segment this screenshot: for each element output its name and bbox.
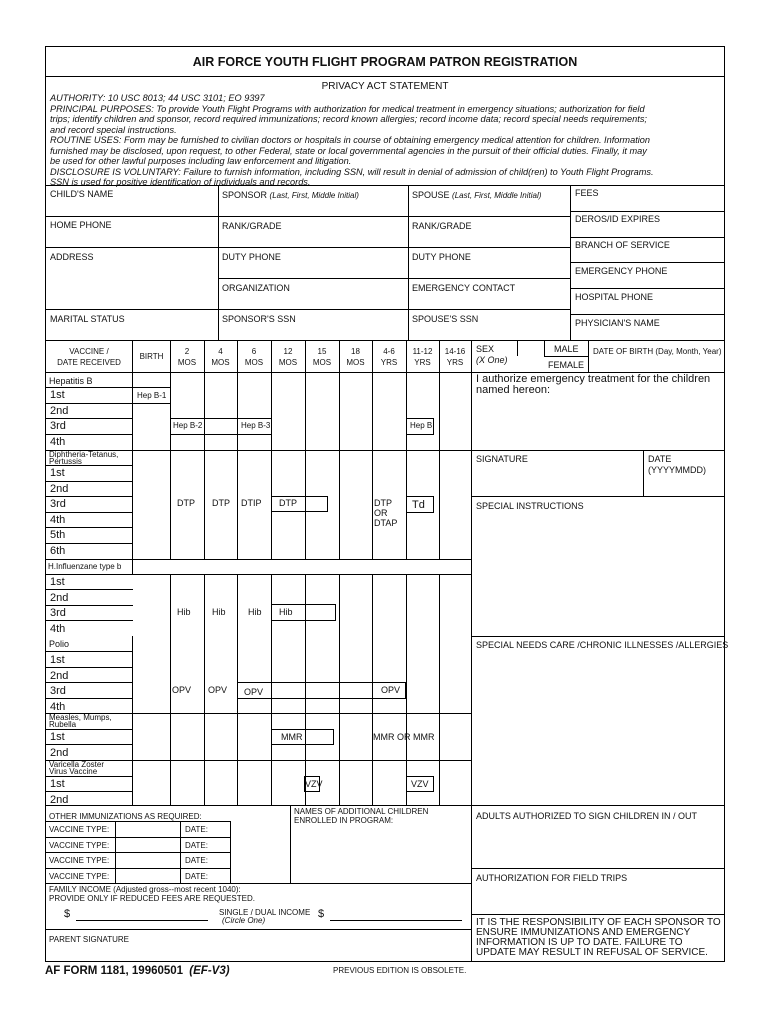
mmr-12mo[interactable]: MMR [281, 732, 303, 742]
enrolled-label: ENROLLED IN PROGRAM: [294, 816, 394, 825]
dtp-title: Diphtheria-Tetanus, Pertussis [49, 450, 119, 466]
spouse-rank-field[interactable]: RANK/GRADE [412, 221, 472, 231]
dob-field[interactable]: DATE OF BIRTH (Day, Month, Year) [593, 347, 722, 356]
hepb-dose-1st[interactable]: 1st [50, 389, 65, 401]
mmr-dose-2nd[interactable]: 2nd [50, 747, 69, 759]
varicella-dose-2nd[interactable]: 2nd [50, 794, 69, 806]
circle-one-hint: (Circle One) [222, 916, 266, 925]
signature-date-field[interactable]: DATE [648, 454, 672, 464]
hib-dose-1st[interactable]: 1st [50, 576, 65, 588]
opv-6mo[interactable]: OPV [244, 687, 264, 697]
td-cell[interactable]: Td [412, 499, 425, 511]
hib-dose-4th[interactable]: 4th [50, 623, 66, 635]
birth-header: BIRTH [139, 352, 164, 361]
branch-field[interactable]: BRANCH OF SERVICE [575, 240, 670, 250]
other-vaccine-date-2[interactable]: DATE: [185, 841, 208, 850]
spouse-duty-phone-field[interactable]: DUTY PHONE [412, 252, 471, 262]
authorize-text-2: named hereon: [476, 384, 550, 396]
hospital-phone-field[interactable]: HOSPITAL PHONE [575, 292, 654, 302]
date-format-hint: (YYYYMMDD) [648, 465, 706, 475]
varicella-title-2: Virus Vaccine [49, 767, 98, 776]
age-col-7-top: 11-12 [412, 347, 433, 356]
polio-title: Polio [49, 639, 70, 649]
dtp-dose-5th[interactable]: 5th [50, 529, 66, 541]
hib-6mo[interactable]: Hib [248, 607, 262, 617]
responsibility-line-1: IT IS THE RESPONSIBILITY OF EACH SPONSOR TO [476, 917, 721, 928]
special-needs-field[interactable]: SPECIAL NEEDS CARE /CHRONIC ILLNESSES /ALLERGIES [476, 640, 729, 650]
age-col-7-bottom: YRS [414, 358, 431, 367]
hep-b1-cell[interactable]: Hep B-1 [137, 391, 167, 400]
childs-name-label[interactable]: CHILD'S NAME [50, 189, 114, 199]
opv-4-6yrs[interactable]: OPV [381, 685, 401, 695]
previous-edition: PREVIOUS EDITION IS OBSOLETE. [333, 966, 467, 975]
age-col-6-top: 4-6 [383, 347, 395, 356]
hepb-dose-4th[interactable]: 4th [50, 436, 66, 448]
sex-label: SEX [476, 344, 495, 354]
varicella-title-1: Varicella Zoster [49, 760, 104, 769]
mmr-dose-1st[interactable]: 1st [50, 731, 65, 743]
date-received-header: DATE RECEIVED [57, 358, 121, 367]
age-col-8-top: 14-16 [444, 347, 466, 356]
age-col-1-bottom: MOS [211, 358, 230, 367]
vzv-11-12yrs[interactable]: VZV [411, 779, 429, 789]
male-checkbox[interactable]: MALE [554, 344, 579, 354]
form-title: AIR FORCE YOUTH FLIGHT PROGRAM PATRON REGISTRATION [192, 55, 578, 69]
emergency-contact-field[interactable]: EMERGENCY CONTACT [412, 283, 516, 293]
age-col-0-bottom: MOS [177, 358, 197, 367]
other-vaccine-date-4[interactable]: DATE: [185, 872, 208, 881]
other-vaccine-type-3[interactable]: VACCINE TYPE: [49, 856, 110, 865]
age-col-2-bottom: MOS [244, 358, 264, 367]
dtp-or: OR [374, 508, 388, 518]
mmr-title: Measles, Mumps, Rubella [49, 713, 112, 729]
organization-field[interactable]: ORGANIZATION [222, 283, 290, 293]
varicella-dose-1st[interactable]: 1st [50, 778, 65, 790]
spouse-ssn-field[interactable]: SPOUSE'S SSN [412, 314, 479, 324]
dtp-dose-2nd[interactable]: 2nd [50, 483, 69, 495]
opv-4mo[interactable]: OPV [208, 685, 228, 695]
hib-dose-3rd[interactable]: 3rd [50, 607, 66, 619]
marital-status-field[interactable]: MARITAL STATUS [50, 314, 125, 324]
form-id: AF FORM 1181, 19960501 (EF-V3) [45, 965, 230, 977]
female-checkbox[interactable]: FEMALE [548, 360, 585, 370]
other-immunizations-label: OTHER IMMUNIZATIONS AS REQUIRED: [49, 812, 202, 821]
sponsor-ssn-field[interactable]: SPONSOR'S SSN [222, 314, 296, 324]
age-col-5-top: 18 [351, 347, 360, 356]
other-vaccine-type-1[interactable]: VACCINE TYPE: [49, 825, 110, 834]
hep-b3-cell[interactable]: Hep B-3 [241, 421, 271, 430]
hib-4mo[interactable]: Hib [212, 607, 226, 617]
single-dual-income-option[interactable]: SINGLE / DUAL INCOME [219, 908, 311, 917]
age-col-6-bottom: YRS [380, 358, 398, 367]
hib-dose-2nd[interactable]: 2nd [50, 592, 69, 604]
vaccine-header: VACCINE / [69, 347, 109, 356]
hepb-dose-2nd[interactable]: 2nd [50, 405, 69, 417]
polio-dose-2nd[interactable]: 2nd [50, 670, 69, 682]
hep-b-cell[interactable]: Hep B [410, 421, 433, 430]
emergency-phone-field[interactable]: EMERGENCY PHONE [575, 266, 668, 276]
sponsor-duty-phone-field[interactable]: DUTY PHONE [222, 252, 281, 262]
deros-field[interactable]: DEROS/ID EXPIRES [575, 214, 661, 224]
adults-authorized-field[interactable]: ADULTS AUTHORIZED TO SIGN CHILDREN IN / OUT [476, 811, 698, 821]
field-trips-field[interactable]: AUTHORIZATION FOR FIELD TRIPS [476, 873, 628, 883]
x-one-hint: (X One) [476, 355, 508, 365]
address-field[interactable]: ADDRESS [50, 252, 94, 262]
authorize-text-1: I authorize emergency treatment for the children [476, 373, 711, 385]
dtap-4-6yrs[interactable]: DTAP [374, 518, 398, 528]
hib-title: H.Influenzane type b [48, 562, 122, 571]
fees-field[interactable]: FEES [575, 188, 599, 198]
privacy-act-statement: AUTHORITY: 10 USC 8013; 44 USC 3101; EO 9397 PRINCIPAL PURPOSES: To provide Youth Flight Programs with authorization for medical treatment in emergency situations; authorization for field trips; identify children and sponsor, record required immunizations; record known allergies; record income data; record special needs requirements; and record special instructions. ROUTINE USES: Form may be furnished to civilian doctors or hospitals in course of obtaining emergency medical attention for children. Information furnished may be disclosed, upon request, to other Federal, state or local governmental agencies in the pursuit of their official duties. Finally, it may be used for other lawful purposes including law enforcement and litigation. DISCLOSURE IS VOLUNTARY: Failure to furnish information, including SSN, will result in denial of admission of child(ren) to Youth Flight Programs. SSN is used for positive identification of individuals and records. [50, 93, 654, 187]
physician-field[interactable]: PHYSICIAN'S NAME [575, 318, 660, 328]
hib-12mo[interactable]: Hib [279, 607, 293, 617]
polio-dose-4th[interactable]: 4th [50, 701, 66, 713]
other-vaccine-type-4[interactable]: VACCINE TYPE: [49, 872, 110, 881]
dtp-4mo[interactable]: DTP [212, 498, 230, 508]
hepb-dose-3rd[interactable]: 3rd [50, 420, 66, 432]
dtp-15mo[interactable]: DTP [279, 498, 297, 508]
hepb-title: Hepatitis B [49, 376, 93, 386]
age-col-4-bottom: MOS [312, 358, 332, 367]
sponsor-rank-field[interactable]: RANK/GRADE [222, 221, 282, 231]
polio-dose-3rd[interactable]: 3rd [50, 685, 66, 697]
provide-label: PROVIDE ONLY IF REDUCED FEES ARE REQUESTED. [49, 894, 255, 903]
signature-field[interactable]: SIGNATURE [476, 454, 528, 464]
special-instructions-field[interactable]: SPECIAL INSTRUCTIONS [476, 501, 584, 511]
responsibility-line-2: ENSURE IMMUNIZATIONS AND EMERGENCY [476, 927, 691, 938]
other-vaccine-date-3[interactable]: DATE: [185, 856, 208, 865]
dtp-dose-6th[interactable]: 6th [50, 545, 66, 557]
parent-signature-field[interactable]: PARENT SIGNATURE [49, 935, 130, 944]
hib-2mo[interactable]: Hib [177, 607, 191, 617]
age-col-0-top: 2 [184, 347, 190, 356]
dtip-6mo[interactable]: DTIP [241, 498, 262, 508]
other-vaccine-date-1[interactable]: DATE: [185, 825, 208, 834]
dtp-dose-3rd[interactable]: 3rd [50, 498, 66, 510]
dtp-4-6yrs[interactable]: DTP [374, 498, 392, 508]
family-income-label: FAMILY INCOME (Adjusted gross--most recent 1040): [49, 885, 241, 894]
age-col-8-bottom: YRS [446, 358, 464, 367]
age-col-5-bottom: MOS [346, 358, 365, 367]
polio-dose-1st[interactable]: 1st [50, 654, 65, 666]
age-col-3-bottom: MOS [278, 358, 298, 367]
income-dollar-2: $ [318, 908, 325, 920]
responsibility-line-3: INFORMATION IS UP TO DATE. FAILURE TO [476, 937, 683, 948]
hep-b2-cell[interactable]: Hep B-2 [173, 421, 203, 430]
age-col-3-top: 12 [283, 347, 293, 356]
responsibility-line-4: UPDATE MAY RESULT IN REFUSAL OF SERVICE. [476, 947, 708, 958]
mmr-or-mmr[interactable]: MMR OR MMR [373, 732, 435, 742]
dtp-dose-1st[interactable]: 1st [50, 467, 65, 479]
privacy-act-title: PRIVACY ACT STATEMENT [321, 81, 449, 92]
sponsor-name-field[interactable]: SPONSOR (Last, First, Middle Initial) [222, 190, 359, 200]
vzv-15mo[interactable]: VZV [305, 779, 323, 789]
dtp-2mo[interactable]: DTP [177, 498, 195, 508]
age-col-1-top: 4 [218, 347, 223, 356]
home-phone-field[interactable]: HOME PHONE [50, 220, 112, 230]
names-additional-label: NAMES OF ADDITIONAL CHILDREN [294, 807, 429, 816]
dtp-dose-4th[interactable]: 4th [50, 514, 66, 526]
other-vaccine-type-2[interactable]: VACCINE TYPE: [49, 841, 110, 850]
spouse-name-field[interactable]: SPOUSE (Last, First, Middle Initial) [412, 190, 542, 200]
income-dollar-1: $ [64, 908, 71, 920]
opv-2mo[interactable]: OPV [172, 685, 192, 695]
age-col-4-top: 15 [317, 347, 327, 356]
age-col-2-top: 6 [251, 347, 257, 356]
